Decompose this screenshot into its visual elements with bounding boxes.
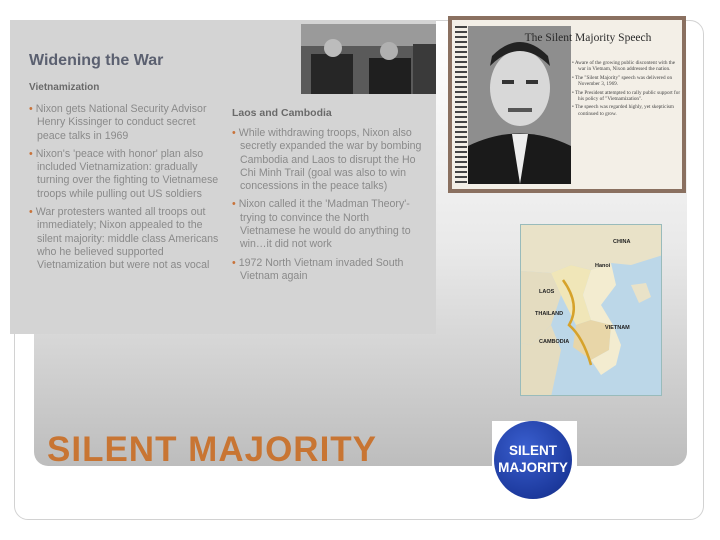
left-slide-column-2-heading: Laos and Cambodia (232, 107, 332, 119)
bullet-bombing: • While withdrawing troops, Nixon also secretly expanded the war by bombing Cambodia and Laos to disrupt the Ho Chi Minh Trail (goal was also to win concessions in the peace talks) (232, 127, 422, 193)
map-label-hanoi: Hanoi (595, 263, 611, 269)
map-label-thailand: THAILAND (535, 311, 564, 317)
left-slide-subtitle: Vietnamization (29, 82, 100, 93)
bullet-vietnamization: • Nixon's 'peace with honor' plan also included Vietnamization: gradually turning over the fighting to Vietnamese troops while pulling out US soldiers (29, 147, 219, 200)
left-slide-title: Widening the War (29, 52, 164, 69)
bullet-1972-invasion: • 1972 North Vietnam invaded South Vietnam again (232, 256, 404, 282)
map-label-cambodia: CAMBODIA (539, 339, 570, 345)
speech-bullet: • The "Silent Majority" speech was delivered on November 3, 1969. (572, 74, 673, 88)
speech-bullet: • The President attempted to rally public support for his policy of "Vietnamization". (572, 89, 681, 103)
map-label-china: CHINA (613, 239, 631, 245)
campaign-pin (494, 421, 572, 499)
map-label-laos: LAOS (539, 289, 555, 295)
left-slide-column-2 (232, 127, 426, 288)
speech-slide-title: The Silent Majority Speech (524, 32, 652, 44)
southeast-asia-map (520, 224, 662, 396)
speech-slide-page (452, 20, 682, 189)
silent-majority-speech-slide-image (448, 16, 686, 193)
speech-bullet: • Aware of the growing public discontent with the war in Vietnam, Nixon addressed the nation. (572, 60, 676, 73)
pin-text-line-2: MAJORITY (498, 460, 568, 475)
widening-war-slide-image (10, 20, 436, 334)
speech-bullet: • The speech was regarded highly, yet skepticism continued to grow. (572, 104, 674, 117)
map-label-vietnam: VIETNAM (605, 325, 630, 331)
bullet-silent-majority: • War protesters wanted all troops out immediately; Nixon appealed to the silent majority: middle class Americans who he believed supported Vietnamization but were not as vocal (29, 206, 219, 272)
slide-title: SILENT MAJORITY (47, 430, 378, 469)
nixon-portrait-photo (468, 26, 571, 184)
bullet-madman-theory: • Nixon called it the 'Madman Theory'- trying to convince the North Vietnamese he would do anything to win…it did not work (232, 198, 411, 251)
bullet-kissinger: • Nixon gets National Security Advisor Henry Kissinger to conduct secret peace talks in 1969 (29, 103, 207, 142)
pin-text-line-1: SILENT (508, 443, 557, 458)
silent-majority-button-image (492, 421, 577, 499)
nixon-kissinger-photo (301, 24, 436, 94)
speech-slide-bullets (572, 60, 682, 119)
notebook-rings (455, 26, 467, 186)
left-slide-column-1 (29, 103, 225, 278)
